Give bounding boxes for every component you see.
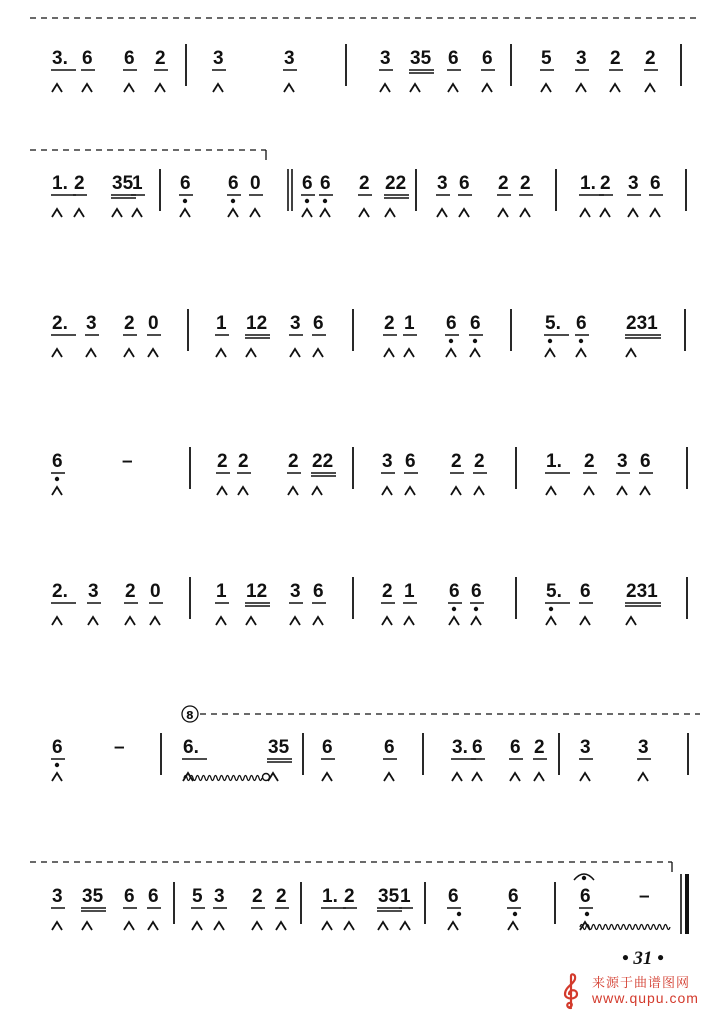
note-number: 2: [288, 451, 299, 472]
accent-mark: [82, 922, 92, 930]
accent-mark: [640, 487, 650, 495]
accent-mark: [52, 84, 62, 92]
accent-mark: [52, 349, 62, 357]
note-number: 6: [650, 173, 661, 194]
accent-mark: [214, 922, 224, 930]
accent-mark: [246, 617, 256, 625]
note-number: 22: [312, 451, 334, 472]
note-number: 12: [246, 581, 268, 602]
octave-dot: [473, 339, 477, 343]
note-number: 1: [216, 313, 227, 334]
note-number: 3: [382, 451, 393, 472]
note-number: 3: [86, 313, 97, 334]
trill-wave: [580, 925, 670, 930]
accent-mark: [410, 84, 420, 92]
note-number: 1.: [546, 451, 562, 472]
note-number: 3: [638, 737, 649, 758]
accent-mark: [534, 773, 544, 781]
trill-wave: [184, 776, 262, 781]
accent-mark: [359, 209, 369, 217]
octave-dot: [474, 607, 478, 611]
accent-mark: [508, 922, 518, 930]
accent-mark: [284, 84, 294, 92]
note-number: 1: [404, 581, 415, 602]
accent-mark: [576, 84, 586, 92]
accent-mark: [155, 84, 165, 92]
accent-mark: [459, 209, 469, 217]
note-number: 1: [404, 313, 415, 334]
accent-mark: [180, 209, 190, 217]
accent-mark: [645, 84, 655, 92]
accent-mark: [437, 209, 447, 217]
accent-mark: [216, 617, 226, 625]
note-number: 6: [228, 173, 239, 194]
accent-mark: [250, 209, 260, 217]
accent-mark: [88, 617, 98, 625]
note-number: 5: [192, 886, 203, 907]
accent-mark: [378, 922, 388, 930]
note-number: 6: [322, 737, 333, 758]
note-number: 0: [150, 581, 161, 602]
accent-mark: [276, 922, 286, 930]
note-number: 35: [378, 886, 400, 907]
accent-mark: [192, 922, 202, 930]
accent-mark: [474, 487, 484, 495]
note-number: 3: [437, 173, 448, 194]
accent-mark: [404, 349, 414, 357]
note-number: 3.: [52, 48, 68, 69]
accent-mark: [451, 487, 461, 495]
note-number: 5.: [546, 581, 562, 602]
rehearsal-mark: 8: [186, 709, 194, 722]
note-number: 1.: [322, 886, 338, 907]
accent-mark: [302, 209, 312, 217]
accent-mark: [448, 922, 458, 930]
note-number: –: [639, 886, 650, 907]
accent-mark: [52, 922, 62, 930]
note-number: 2: [238, 451, 249, 472]
accent-mark: [600, 209, 610, 217]
octave-dot: [231, 199, 235, 203]
note-number: 6.: [183, 737, 199, 758]
note-number: 35: [112, 173, 134, 194]
note-number: 2: [124, 313, 135, 334]
accent-mark: [626, 349, 636, 357]
note-number: 2: [155, 48, 166, 69]
accent-mark: [380, 84, 390, 92]
treble-clef-icon: [556, 972, 586, 1010]
octave-dot: [323, 199, 327, 203]
note-number: 2: [359, 173, 370, 194]
note-number: 2: [474, 451, 485, 472]
accent-mark: [82, 84, 92, 92]
note-number: 6: [446, 313, 457, 334]
note-number: 2: [520, 173, 531, 194]
accent-mark: [638, 773, 648, 781]
note-number: 2: [610, 48, 621, 69]
octave-dot: [55, 763, 59, 767]
note-number: 3: [580, 737, 591, 758]
accent-mark: [384, 349, 394, 357]
octave-dot: [549, 607, 553, 611]
note-number: 1: [400, 886, 411, 907]
page-number: • 31 •: [622, 948, 664, 969]
note-number: 2: [534, 737, 545, 758]
note-number: 6: [510, 737, 521, 758]
accent-mark: [124, 84, 134, 92]
note-number: 6: [313, 581, 324, 602]
note-number: 3: [290, 313, 301, 334]
accent-mark: [228, 209, 238, 217]
accent-mark: [382, 617, 392, 625]
note-number: 3.: [452, 737, 468, 758]
note-number: 35: [410, 48, 432, 69]
note-number: 12: [246, 313, 268, 334]
watermark-text-cn: 来源于曲谱图网: [592, 976, 691, 991]
note-number: 6: [640, 451, 651, 472]
note-number: 2: [217, 451, 228, 472]
note-number: 3: [380, 48, 391, 69]
note-number: 3: [213, 48, 224, 69]
octave-dot: [55, 477, 59, 481]
accent-mark: [246, 349, 256, 357]
accent-mark: [112, 209, 122, 217]
accent-mark: [312, 487, 322, 495]
accent-mark: [216, 349, 226, 357]
octave-dot: [513, 912, 517, 916]
accent-mark: [52, 617, 62, 625]
note-number: 6: [470, 313, 481, 334]
note-number: –: [114, 737, 125, 758]
accent-mark: [482, 84, 492, 92]
accent-mark: [580, 617, 590, 625]
accent-mark: [384, 773, 394, 781]
accent-mark: [510, 773, 520, 781]
accent-mark: [546, 487, 556, 495]
note-number: 6: [472, 737, 483, 758]
note-number: 6: [82, 48, 93, 69]
accent-mark: [471, 617, 481, 625]
note-number: 6: [459, 173, 470, 194]
note-number: 2: [498, 173, 509, 194]
note-number: 35: [268, 737, 290, 758]
note-number: 22: [385, 173, 407, 194]
accent-mark: [74, 209, 84, 217]
note-number: 0: [250, 173, 261, 194]
accent-mark: [344, 922, 354, 930]
note-number: 6: [52, 737, 63, 758]
accent-mark: [628, 209, 638, 217]
note-number: 6: [320, 173, 331, 194]
octave-dot: [305, 199, 309, 203]
note-number: 231: [626, 313, 658, 334]
ring-mark: [263, 774, 270, 781]
octave-dot: [548, 339, 552, 343]
note-number: 6: [405, 451, 416, 472]
accent-mark: [576, 349, 586, 357]
note-number: 2: [382, 581, 393, 602]
note-number: 231: [626, 581, 658, 602]
accent-mark: [472, 773, 482, 781]
note-number: 6: [124, 886, 135, 907]
accent-mark: [580, 209, 590, 217]
note-number: 1: [132, 173, 143, 194]
note-number: 3: [290, 581, 301, 602]
note-number: 6: [148, 886, 159, 907]
note-number: 6: [384, 737, 395, 758]
octave-dot: [457, 912, 461, 916]
note-number: 3: [628, 173, 639, 194]
note-number: 6: [471, 581, 482, 602]
octave-dot: [449, 339, 453, 343]
accent-mark: [610, 84, 620, 92]
accent-mark: [650, 209, 660, 217]
accent-mark: [238, 487, 248, 495]
accent-mark: [86, 349, 96, 357]
note-number: 3: [284, 48, 295, 69]
accent-mark: [498, 209, 508, 217]
accent-mark: [405, 487, 415, 495]
accent-mark: [385, 209, 395, 217]
accent-mark: [52, 209, 62, 217]
note-number: 3: [52, 886, 63, 907]
accent-mark: [213, 84, 223, 92]
note-number: 6: [313, 313, 324, 334]
octave-dot: [183, 199, 187, 203]
accent-mark: [52, 487, 62, 495]
note-number: 5: [541, 48, 552, 69]
note-number: 1: [216, 581, 227, 602]
note-number: 6: [580, 581, 591, 602]
accent-mark: [132, 209, 142, 217]
accent-mark: [148, 349, 158, 357]
accent-mark: [320, 209, 330, 217]
watermark: [556, 972, 718, 1010]
note-number: 6: [449, 581, 460, 602]
note-number: 3: [88, 581, 99, 602]
accent-mark: [125, 617, 135, 625]
accent-mark: [288, 487, 298, 495]
accent-mark: [217, 487, 227, 495]
accent-mark: [520, 209, 530, 217]
accent-mark: [52, 773, 62, 781]
note-number: 2: [600, 173, 611, 194]
accent-mark: [470, 349, 480, 357]
fermata-dot: [582, 876, 586, 880]
note-number: 2.: [52, 581, 68, 602]
note-number: 6: [302, 173, 313, 194]
watermark-url: www.qupu.com: [592, 990, 699, 1006]
accent-mark: [584, 487, 594, 495]
accent-mark: [252, 922, 262, 930]
note-number: 2: [344, 886, 355, 907]
note-number: 5.: [545, 313, 561, 334]
note-number: 3: [576, 48, 587, 69]
note-number: 6: [576, 313, 587, 334]
note-number: 2: [125, 581, 136, 602]
note-number: 1.: [52, 173, 68, 194]
accent-mark: [617, 487, 627, 495]
accent-mark: [400, 922, 410, 930]
note-number: 2: [384, 313, 395, 334]
octave-dot: [452, 607, 456, 611]
note-number: 3: [214, 886, 225, 907]
note-number: 2: [276, 886, 287, 907]
accent-mark: [322, 922, 332, 930]
note-number: 6: [580, 886, 591, 907]
accent-mark: [448, 84, 458, 92]
accent-mark: [545, 349, 555, 357]
octave-dot: [579, 339, 583, 343]
accent-mark: [382, 487, 392, 495]
note-number: 6: [508, 886, 519, 907]
accent-mark: [546, 617, 556, 625]
note-number: 2.: [52, 313, 68, 334]
accent-mark: [446, 349, 456, 357]
accent-mark: [626, 617, 636, 625]
note-number: –: [122, 451, 133, 472]
note-number: 6: [482, 48, 493, 69]
accent-mark: [449, 617, 459, 625]
note-number: 6: [448, 48, 459, 69]
note-number: 2: [645, 48, 656, 69]
octave-dot: [585, 912, 589, 916]
accent-mark: [124, 922, 134, 930]
accent-mark: [541, 84, 551, 92]
note-number: 1.: [580, 173, 596, 194]
accent-mark: [452, 773, 462, 781]
note-number: 2: [451, 451, 462, 472]
note-number: 6: [180, 173, 191, 194]
note-number: 3: [617, 451, 628, 472]
accent-mark: [313, 349, 323, 357]
note-number: 2: [584, 451, 595, 472]
accent-mark: [148, 922, 158, 930]
accent-mark: [290, 617, 300, 625]
note-number: 6: [124, 48, 135, 69]
note-number: 6: [52, 451, 63, 472]
note-number: 35: [82, 886, 104, 907]
accent-mark: [150, 617, 160, 625]
accent-mark: [124, 349, 134, 357]
note-number: 2: [74, 173, 85, 194]
accent-mark: [322, 773, 332, 781]
note-number: 2: [252, 886, 263, 907]
note-number: 0: [148, 313, 159, 334]
accent-mark: [313, 617, 323, 625]
accent-mark: [404, 617, 414, 625]
accent-mark: [580, 773, 590, 781]
accent-mark: [290, 349, 300, 357]
note-number: 6: [448, 886, 459, 907]
